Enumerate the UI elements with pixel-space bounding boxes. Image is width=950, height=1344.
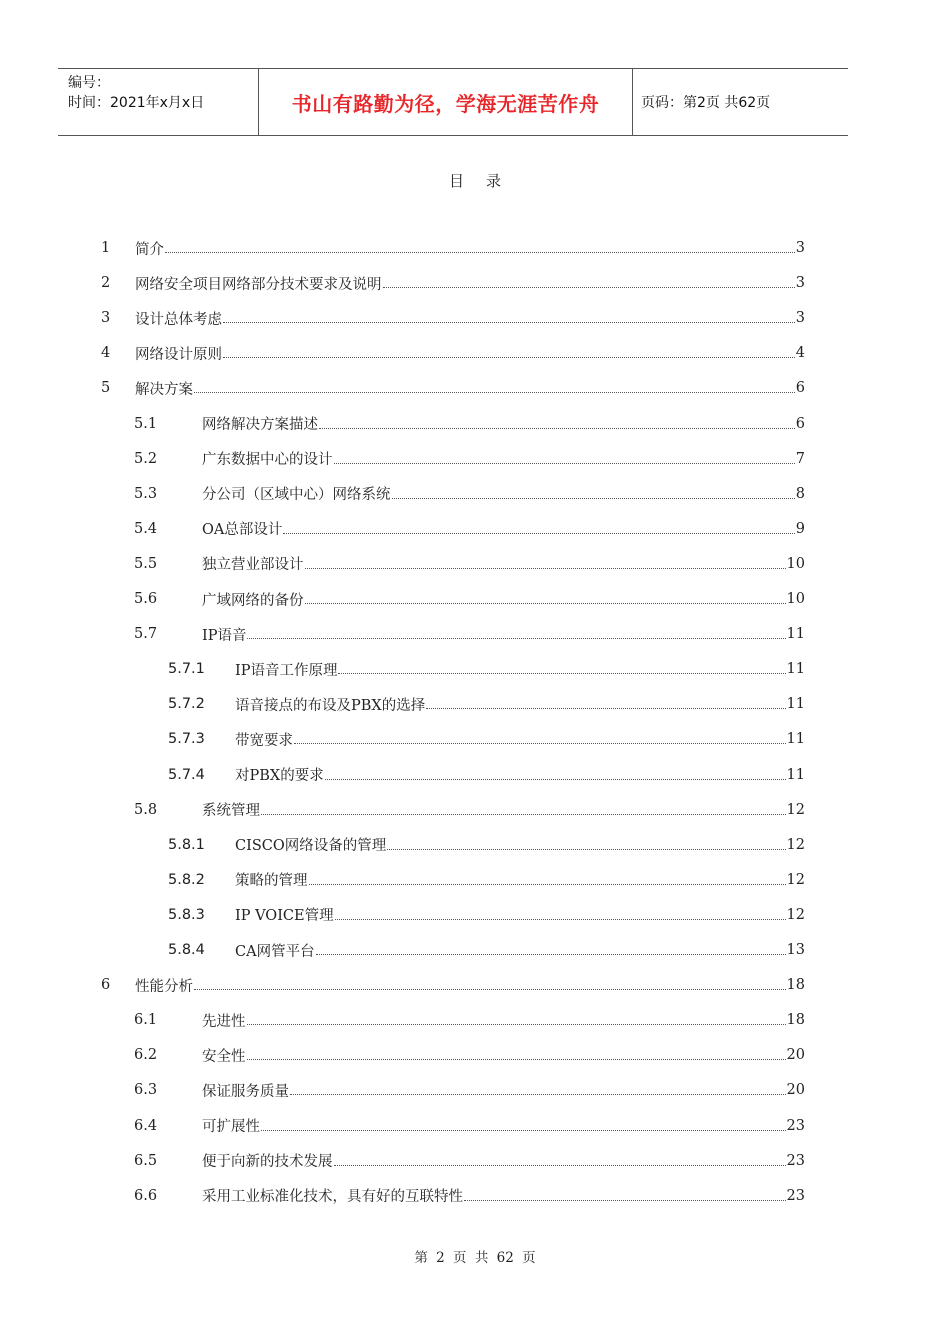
- toc-entry-leader-dots: [334, 462, 795, 464]
- toc-entry[interactable]: [134, 1040, 805, 1070]
- toc-entry-page: 8: [795, 485, 805, 502]
- header-page-info: 页码：第2页 共62页: [641, 95, 771, 111]
- toc-entry-leader-dots: [165, 251, 795, 253]
- toc-entry-number: 3: [101, 310, 111, 327]
- toc-entry-leader-dots: [290, 1093, 786, 1095]
- toc-entry-page: 11: [786, 626, 805, 643]
- toc-entry-title: 网络安全项目网络部分技术要求及说明: [135, 276, 382, 293]
- toc-entry[interactable]: [134, 1111, 805, 1141]
- toc-entry-number: 6.1: [134, 1012, 158, 1029]
- toc-entry-leader-dots: [223, 321, 795, 323]
- toc-entry[interactable]: [134, 444, 805, 474]
- toc-entry[interactable]: [168, 654, 805, 684]
- toc-entry-leader-dots: [283, 532, 794, 534]
- toc-entry-title: 广域网络的备份: [202, 592, 304, 609]
- toc-entry-number: 5.5: [134, 555, 158, 572]
- toc-entry-page: 3: [795, 240, 805, 256]
- toc-entry-number: 6.5: [134, 1152, 158, 1169]
- toc-entry[interactable]: [134, 1181, 805, 1211]
- toc-entry-title: 网络解决方案描述: [202, 417, 318, 433]
- toc-entry-title: 保证服务质量: [202, 1083, 289, 1100]
- toc-entry-title: IP语音: [202, 627, 247, 644]
- toc-entry[interactable]: [134, 549, 805, 579]
- document-time: 时间：2021年x月x日: [68, 95, 205, 111]
- toc-entry-leader-dots: [223, 356, 795, 358]
- toc-entry-number: 5.2: [134, 450, 158, 467]
- toc-entry[interactable]: [134, 1075, 805, 1105]
- toc-entry-number: 5.7.1: [168, 661, 205, 678]
- toc-entry-leader-dots: [334, 1164, 786, 1166]
- header-meta: [58, 69, 259, 135]
- toc-entry-title: 独立营业部设计: [202, 557, 304, 574]
- toc-entry-title: 网络设计原则: [135, 346, 222, 363]
- toc-entry-number: 5.8.4: [168, 942, 205, 958]
- toc-entry-number: 5.7.3: [168, 731, 205, 748]
- toc-entry-number: 2: [101, 275, 111, 292]
- toc-entry-title: IP VOICE管理: [235, 908, 334, 925]
- toc-entry-page: 20: [786, 1047, 805, 1064]
- toc-entry-leader-dots: [426, 707, 785, 709]
- document-code-label: 编号：: [68, 75, 110, 91]
- toc-entry-leader-dots: [338, 672, 785, 674]
- toc-entry[interactable]: [101, 970, 805, 1000]
- toc-entry-leader-dots: [319, 427, 795, 429]
- page-footer: 第 2 页 共 62 页: [414, 1250, 536, 1266]
- toc-entry-page: 12: [786, 836, 805, 853]
- toc-entry[interactable]: [134, 1146, 805, 1176]
- toc-entry-number: 5.3: [134, 485, 158, 502]
- toc-entry-title: CISCO网络设备的管理: [235, 838, 387, 855]
- toc-entry-page: 10: [786, 555, 805, 572]
- toc-entry-leader-dots: [247, 1058, 786, 1060]
- toc-entry-number: 5.8: [134, 801, 158, 818]
- toc-entry-leader-dots: [335, 918, 786, 920]
- toc-entry-page: 11: [786, 661, 805, 678]
- toc-entry-number: 5.6: [134, 591, 158, 607]
- header-motto: 书山有路勤为径，学海无涯苦作舟: [259, 69, 633, 135]
- toc-entry-title: 带宽要求: [235, 732, 293, 749]
- page-header: [58, 68, 848, 136]
- toc-entry-title: 系统管理: [202, 803, 260, 820]
- toc-entry-page: 10: [786, 591, 805, 607]
- toc-entry-leader-dots: [261, 1129, 786, 1131]
- toc-entry-page: 3: [795, 310, 805, 327]
- toc-entry-page: 6: [795, 380, 805, 397]
- toc-entry[interactable]: [134, 584, 805, 614]
- toc-entry[interactable]: [134, 795, 805, 825]
- toc-entry[interactable]: [134, 1005, 805, 1035]
- toc-entry[interactable]: [134, 619, 805, 649]
- toc-entry[interactable]: [101, 233, 805, 263]
- toc-entry-page: 11: [786, 731, 805, 748]
- toc-entry-title: 设计总体考虑: [135, 311, 222, 328]
- toc-entry[interactable]: [101, 373, 805, 403]
- toc-entry[interactable]: [134, 409, 805, 439]
- toc-entry[interactable]: [101, 338, 805, 368]
- toc-entry-leader-dots: [309, 883, 786, 885]
- toc-entry-title: 采用工业标准化技术，具有好的互联特性: [202, 1189, 463, 1206]
- toc-entry-number: 5.8.1: [168, 836, 205, 853]
- toc-entry-leader-dots: [387, 848, 785, 850]
- toc-entry-page: 7: [795, 450, 805, 467]
- toc-entry-title: 对PBX的要求: [235, 768, 324, 784]
- toc-entry-number: 5.4: [134, 520, 158, 537]
- toc-entry-page: 13: [786, 942, 805, 958]
- toc-entry-page: 18: [786, 977, 805, 994]
- toc-entry-title: 语音接点的布设及PBX的选择: [235, 697, 426, 714]
- toc-title: 目录: [448, 172, 523, 190]
- toc-entry-number: 6: [101, 977, 111, 994]
- toc-entry[interactable]: [134, 514, 805, 544]
- toc-entry-page: 18: [786, 1012, 805, 1029]
- toc-entry-number: 5: [101, 380, 111, 397]
- toc-entry-title: 安全性: [202, 1048, 246, 1065]
- toc-entry-title: 分公司（区域中心）网络系统: [202, 487, 391, 504]
- toc-entry-title: 策略的管理: [235, 873, 308, 890]
- toc-entry-leader-dots: [194, 391, 795, 393]
- toc-entry-page: 12: [786, 801, 805, 818]
- toc-entry-title: 性能分析: [135, 978, 193, 995]
- toc-entry-title: 可扩展性: [202, 1119, 260, 1135]
- toc-entry-page: 11: [786, 766, 805, 783]
- toc-entry-page: 20: [786, 1082, 805, 1099]
- toc-entry-leader-dots: [294, 742, 786, 744]
- toc-entry[interactable]: [101, 268, 805, 298]
- toc-entry-number: 5.8.2: [168, 871, 205, 888]
- toc-entry-page: 12: [786, 906, 805, 923]
- toc-entry-leader-dots: [383, 286, 795, 288]
- toc-entry-number: 5.1: [134, 415, 158, 432]
- toc-entry[interactable]: [168, 900, 805, 930]
- toc-entry-title: 简介: [135, 241, 164, 258]
- toc-entry-number: 5.8.3: [168, 906, 205, 923]
- toc-entry-leader-dots: [316, 953, 786, 955]
- toc-entry-title: 广东数据中心的设计: [202, 452, 333, 469]
- toc-entry-number: 5.7.2: [168, 696, 205, 713]
- toc-entry[interactable]: [134, 479, 805, 509]
- toc-entry[interactable]: [168, 865, 805, 895]
- toc-entry-page: 9: [795, 520, 805, 537]
- toc-entry-title: 便于向新的技术发展: [202, 1154, 333, 1171]
- toc-entry-leader-dots: [194, 988, 786, 990]
- toc-entry-leader-dots: [392, 497, 795, 499]
- toc-entry-page: 6: [795, 415, 805, 432]
- toc-entry[interactable]: [168, 935, 805, 965]
- toc-entry-page: 11: [786, 696, 805, 713]
- toc-entry-number: 5.7.4: [168, 766, 205, 783]
- toc-entry-title: CA网管平台: [235, 943, 315, 960]
- toc-entry-title: OA总部设计: [202, 522, 283, 539]
- toc-entry-leader-dots: [464, 1199, 786, 1201]
- toc-entry-page: 23: [786, 1117, 805, 1134]
- toc-entry[interactable]: [168, 760, 805, 790]
- toc-entry-leader-dots: [305, 567, 786, 569]
- toc-entry-leader-dots: [325, 778, 786, 780]
- toc-entry[interactable]: [168, 830, 805, 860]
- toc-entry-leader-dots: [261, 813, 786, 815]
- toc-entry-number: 6.3: [134, 1082, 158, 1099]
- toc-entry-leader-dots: [247, 1023, 786, 1025]
- toc-entry-title: 先进性: [202, 1013, 246, 1030]
- toc-entry-page: 3: [795, 275, 805, 292]
- toc-entry[interactable]: [168, 689, 805, 719]
- toc-entry-page: 23: [786, 1152, 805, 1169]
- toc-entry-title: IP语音工作原理: [235, 662, 338, 679]
- toc-entry-leader-dots: [305, 602, 786, 604]
- toc-entry-number: 5.7: [134, 626, 158, 643]
- toc-entry-leader-dots: [247, 637, 785, 639]
- toc-entry-page: 12: [786, 871, 805, 888]
- toc-entry-number: 6.6: [134, 1187, 158, 1204]
- toc-entry-page: 4: [795, 345, 805, 362]
- toc-entry-page: 23: [786, 1187, 805, 1204]
- toc-entry-number: 1: [101, 240, 111, 256]
- toc-entry[interactable]: [168, 724, 805, 754]
- toc-entry-number: 6.2: [134, 1047, 158, 1064]
- toc-entry-title: 解决方案: [135, 381, 193, 398]
- toc-entry[interactable]: [101, 303, 805, 333]
- toc-entry-number: 6.4: [134, 1117, 158, 1134]
- toc-entry-number: 4: [101, 345, 111, 362]
